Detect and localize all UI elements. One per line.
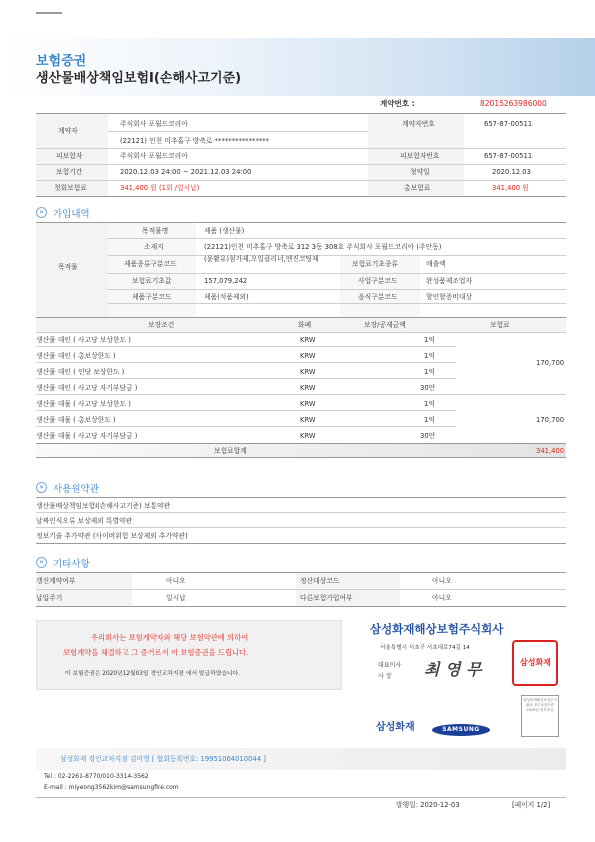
period-label: 보험기간 (56, 168, 83, 176)
others-value2: 아니오 (432, 594, 452, 602)
notice-line: 보험계약을 체결하고 그 증거로서 이 보험증권을 드립니다. (63, 648, 249, 657)
scan-mark (36, 12, 62, 14)
certification-stamp-icon: 삼성화재해상보험주식회사 정도보험인증 2019년 정부포상 (521, 695, 559, 737)
notice-box (36, 620, 342, 690)
application-date: 2020.12.03 (492, 168, 531, 176)
coverage-cond: 생산물 대물 ( 사고당 보상한도 ) (36, 400, 131, 408)
doc-category: 보험증권 (36, 54, 87, 69)
subject-row-label2: 음식구분코드 (358, 293, 398, 301)
agent-info: 삼성화재 경인교차지점 김미영 [ 협회등록번호: 19951064010044 ] (60, 755, 266, 763)
brand-logo: 삼성화재 (376, 722, 415, 733)
period-value: 2020.12.03 24:00 ~ 2021.12.03 24:00 (120, 168, 252, 176)
agent-tel: Tel : 02-2261-8770/010-3314-3562 (44, 773, 149, 780)
company-name: 삼성화재해상보험주식회사 (370, 622, 504, 636)
subject-row-label: 보험료기초값 (132, 277, 172, 285)
coverage-currency: KRW (300, 352, 316, 360)
notice-line: 우리회사는 보험계약자와 해당 보험약관에 의하여 (91, 633, 249, 642)
subject-row-label: 제품종류구분코드 (124, 260, 177, 268)
first-premium-value: 341,400 원 (1회 /일시납) (120, 184, 200, 192)
contract-no-label: 계약번호 : (380, 99, 415, 108)
term-item: 생산물배상책임보험Ⅰ(손해사고기준) 보통약관 (36, 502, 171, 510)
company-seal-icon (512, 640, 558, 686)
coverage-limit: 30만 (420, 384, 436, 392)
section-title: 기타사항 (53, 559, 90, 570)
others-value: 아니오 (166, 577, 186, 585)
coverage-currency: KRW (300, 368, 316, 376)
subject-row-label2: 사업구분코드 (358, 277, 398, 285)
others-label2: 다른보험가입여부 (300, 594, 353, 602)
policyholder-no-label: 계약자번호 (402, 120, 435, 128)
insured-label: 피보험자 (56, 152, 83, 160)
coverage-header-currency: 화폐 (298, 321, 312, 329)
coverage-cond: 생산물 대인 ( 총보상한도 ) (36, 352, 116, 360)
contract-no-value: 82015263986000 (480, 99, 547, 108)
subject-row-label2: 보험료기초종류 (352, 260, 398, 268)
coverage-header-limit: 보장/공제금액 (364, 321, 406, 329)
subject-row-value: 제품 (생산물) (204, 227, 245, 235)
first-premium-label: 첫회보험료 (54, 184, 87, 192)
others-value2: 아니오 (432, 577, 452, 585)
company-address: 서울특별시 서초구 서초대로74길 14 (380, 645, 470, 651)
insured-name: 주식회사 포월드코리아 (120, 152, 188, 160)
others-label: 갱신계약여부 (36, 577, 76, 585)
others-label: 납입주기 (36, 594, 63, 602)
page-title: 생산물배상책임보험Ⅰ(손해사고기준) (36, 71, 242, 86)
subject-row-value2: 완성품제조업자 (426, 277, 472, 285)
coverage-premium-group2: 170,700 (536, 416, 565, 424)
policyholder-no: 657-87-00511 (484, 120, 533, 128)
section-title: 사용원약관 (53, 484, 99, 495)
issue-date: 발행일: 2020-12-03 (396, 801, 460, 809)
section-title: 가입내역 (53, 209, 90, 220)
subject-row-value2: 매출액 (426, 260, 446, 268)
coverage-limit: 1억 (424, 400, 435, 408)
total-premium-label: 총보험료 (404, 184, 431, 192)
ceo-label-1: 대표이사 (378, 662, 402, 669)
total-premium-value: 341,400 원 (492, 184, 529, 192)
coverage-currency: KRW (300, 384, 316, 392)
insured-no-label: 피보험자번호 (400, 152, 440, 160)
subject-row-value2: 할인할증비대상 (426, 293, 472, 301)
coverage-currency: KRW (300, 336, 316, 344)
coverage-limit: 30만 (420, 432, 436, 440)
premium-total-value: 341,400 (536, 447, 565, 455)
subject-row-value: (윤활유)첨가제,오일클리너,엔진코팅제 (204, 255, 319, 263)
chevron-right-icon: » (36, 482, 47, 493)
page-indicator: [페이지 1/2] (512, 801, 551, 809)
coverage-currency: KRW (300, 416, 316, 424)
term-item: 날짜인식오류 보상제외 특별약관 (36, 517, 133, 525)
others-value: 일시납 (166, 594, 186, 602)
premium-total-label: 보험료합계 (214, 447, 247, 455)
coverage-cond: 생산물 대인 ( 사고당 보상한도 ) (36, 336, 131, 344)
coverage-premium-group1: 170,700 (536, 359, 565, 367)
coverage-limit: 1억 (424, 352, 435, 360)
subject-row-value: 157,079,242 (204, 277, 248, 285)
subject-row-label: 소재지 (144, 243, 164, 251)
coverage-currency: KRW (300, 400, 316, 408)
coverage-cond: 생산물 대물 ( 사고당 자기부담금 ) (36, 432, 138, 440)
subject-row-value: 제품(석품제외) (204, 293, 249, 301)
coverage-header-premium: 보험료 (490, 321, 510, 329)
policyholder-address: (22121) 인천 미추홀구 방축로 **************** (120, 137, 270, 145)
application-date-label: 청약일 (410, 168, 430, 176)
agent-email: E-mail : miyeong3562kim@samsungfire.com (44, 784, 179, 791)
coverage-limit: 1억 (424, 416, 435, 424)
coverage-limit: 1억 (424, 336, 435, 344)
coverage-currency: KRW (300, 432, 316, 440)
issue-statement: 이 보험증권은 2020년12월03일 경인교차지점 에서 발급하였습니다. (65, 671, 240, 677)
samsung-logo: SAMSUNG (432, 724, 490, 736)
chevron-right-icon: » (36, 557, 47, 568)
coverage-header-cond: 보장조건 (148, 321, 175, 329)
policyholder-name: 주식회사 포월드코리아 (120, 120, 188, 128)
term-item: 정보기술 추가약관 (사이버위험 보상제외 추가약관) (36, 532, 188, 540)
others-label2: 정산대상코드 (300, 577, 340, 585)
coverage-cond: 생산물 대물 ( 총보상한도 ) (36, 416, 116, 424)
insured-no: 657-87-00511 (484, 152, 533, 160)
ceo-label-2: 사 장 (378, 673, 392, 680)
seal-text: 삼성화재 (520, 658, 551, 667)
chevron-right-icon: » (36, 207, 47, 218)
coverage-limit: 1억 (424, 368, 435, 376)
subject-row-value: (22121)인천 미추홀구 방축로 312 3동 308호 주식회사 포월드코리아 (주안동) (204, 243, 442, 251)
subject-label: 목적물 (58, 263, 78, 271)
subject-row-label: 제품구분코드 (132, 293, 172, 301)
ceo-signature: 최 영 무 (424, 660, 482, 679)
policyholder-label: 계약자 (58, 127, 78, 135)
coverage-cond: 생산물 대인 ( 사고당 자기부담금 ) (36, 384, 138, 392)
subject-row-label: 목적물명 (142, 227, 169, 235)
coverage-cond: 생산물 대인 ( 인당 보상한도 ) (36, 368, 125, 376)
